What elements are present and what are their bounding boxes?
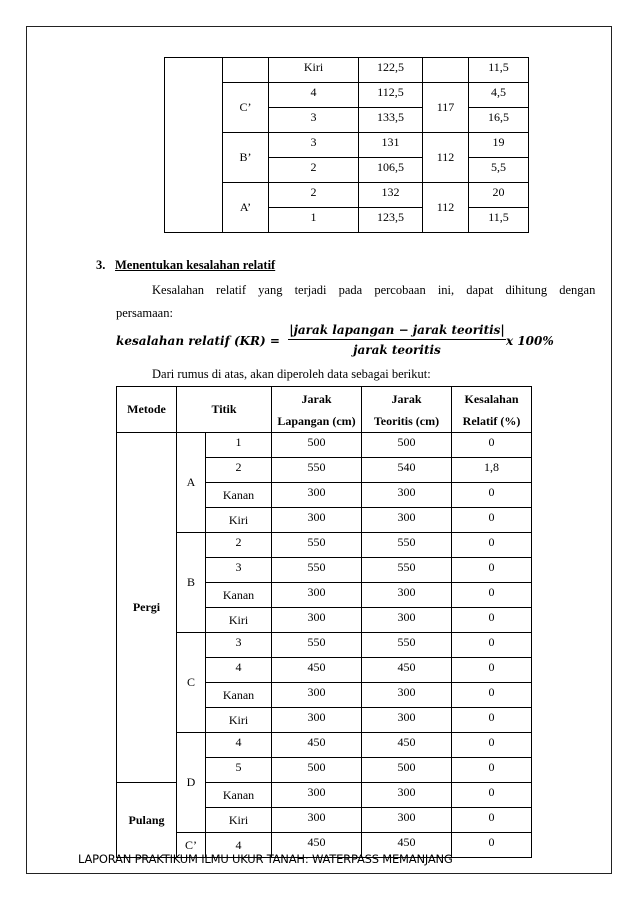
table-cell: 550 <box>362 633 452 658</box>
table-cell: 0 <box>452 608 532 633</box>
table-cell: Kiri <box>206 508 272 533</box>
table-cell: 11,5 <box>469 58 529 83</box>
table-cell: 112,5 <box>359 83 423 108</box>
table-cell: 4,5 <box>469 83 529 108</box>
header-line: Jarak <box>391 391 422 406</box>
paragraph: Dari rumus di atas, akan diperoleh data sebagai berikut: <box>152 367 431 381</box>
method-cell-pulang: Pulang <box>117 783 177 858</box>
table-cell: 300 <box>362 783 452 808</box>
group-cell: B’ <box>223 133 269 183</box>
table-cell: 0 <box>452 808 532 833</box>
table-cell: 3 <box>206 633 272 658</box>
table-cell: 300 <box>272 783 362 808</box>
section-title: Menentukan kesalahan relatif <box>115 258 276 272</box>
table-cell: 2 <box>269 158 359 183</box>
table-cell: 300 <box>272 483 362 508</box>
table-cell: 2 <box>206 533 272 558</box>
table-cell: 1 <box>269 208 359 233</box>
header-metode: Metode <box>117 387 177 433</box>
paragraph-continuation: persamaan: <box>116 306 173 320</box>
table-cell: 1,8 <box>452 458 532 483</box>
section-heading <box>96 258 275 273</box>
relative-error-formula <box>116 323 566 359</box>
table-cell: 4 <box>206 733 272 758</box>
table-cell: 0 <box>452 683 532 708</box>
empty-method-cell <box>165 58 223 233</box>
table-cell: 300 <box>272 608 362 633</box>
table-cell: 3 <box>269 108 359 133</box>
table-cell: Kanan <box>206 583 272 608</box>
group-cell-D-spacer <box>177 733 206 833</box>
formula-lhs: kesalahan relatif (KR) = <box>116 334 280 348</box>
table-cell: 106,5 <box>359 158 423 183</box>
table-cell: 500 <box>362 758 452 783</box>
table-cell: Kanan <box>206 783 272 808</box>
formula-denominator: jarak teoritis <box>353 343 441 357</box>
table-cell: 450 <box>272 658 362 683</box>
relative-error-table <box>116 386 532 858</box>
group-label-d: D <box>186 775 196 789</box>
table-cell: 2 <box>269 183 359 208</box>
group-label-c: C <box>186 675 195 689</box>
table-cell: 4 <box>206 658 272 683</box>
table-cell: 16,5 <box>469 108 529 133</box>
group-label-b: B <box>186 575 195 589</box>
group-cell: C’ <box>223 83 269 133</box>
table-cell: 0 <box>452 433 532 458</box>
table-cell: 0 <box>452 633 532 658</box>
table-cell: 0 <box>452 533 532 558</box>
table-row <box>117 633 532 658</box>
table-cell: 500 <box>272 758 362 783</box>
table-cell: 300 <box>362 483 452 508</box>
table-cell: 450 <box>272 733 362 758</box>
table-cell: 0 <box>452 833 532 858</box>
method-cell-pergi: Pergi <box>117 433 177 783</box>
table-cell: 0 <box>452 708 532 733</box>
table-cell: 0 <box>452 758 532 783</box>
header-kesalahan-relatif <box>452 387 532 433</box>
formula-numerator: |jarak lapangan − jarak teoritis| <box>288 323 506 340</box>
table-cell: 450 <box>362 658 452 683</box>
table-cell: 11,5 <box>469 208 529 233</box>
table-cell: 1 <box>206 433 272 458</box>
header-jarak-lapangan <box>272 387 362 433</box>
table-cell: 450 <box>272 833 362 858</box>
table-cell: Kiri <box>206 808 272 833</box>
table-cell: 117 <box>423 83 469 133</box>
table-cell: 500 <box>272 433 362 458</box>
table-header-row <box>117 387 532 433</box>
table-cell: 122,5 <box>359 58 423 83</box>
table-cell: 300 <box>272 683 362 708</box>
header-jarak-teoritis <box>362 387 452 433</box>
table-row <box>117 433 532 458</box>
header-titik: Titik <box>177 387 272 433</box>
table-cell: 300 <box>362 808 452 833</box>
formula-fraction <box>288 323 506 357</box>
table-cell: 540 <box>362 458 452 483</box>
table-cell: 300 <box>362 508 452 533</box>
page-footer: LAPORAN PRAKTIKUM ILMU UKUR TANAH: WATERPASS MEMANJANG <box>78 852 453 866</box>
table-cell: Kiri <box>269 58 359 83</box>
table-cell: 550 <box>272 533 362 558</box>
table-cell: 20 <box>469 183 529 208</box>
table-cell: 0 <box>452 558 532 583</box>
table-cell: 5 <box>206 758 272 783</box>
table-cell: 550 <box>362 558 452 583</box>
table-cell: Kanan <box>206 683 272 708</box>
table-cell: 5,5 <box>469 158 529 183</box>
table-cell: 19 <box>469 133 529 158</box>
group-cell-A-spacer <box>177 433 206 533</box>
group-cell-C-spacer <box>177 633 206 733</box>
section-number: 3. <box>96 258 106 272</box>
table-cell: 300 <box>362 708 452 733</box>
header-line: Lapangan (cm) <box>277 413 356 428</box>
table-cell: 0 <box>452 583 532 608</box>
table-cell: 0 <box>452 508 532 533</box>
table-cell: 300 <box>272 508 362 533</box>
header-line: Teoritis (cm) <box>373 413 440 428</box>
group-cell-B-spacer <box>177 533 206 633</box>
table-cell: 300 <box>272 808 362 833</box>
table-cell: 300 <box>362 583 452 608</box>
table-cell: 4 <box>206 833 272 858</box>
group-cell: A’ <box>223 183 269 233</box>
table-cell: 0 <box>452 733 532 758</box>
table-cell: 450 <box>362 833 452 858</box>
table-row <box>117 533 532 558</box>
table-cell: 0 <box>452 783 532 808</box>
table-cell: Kiri <box>206 708 272 733</box>
table-cell: 2 <box>206 458 272 483</box>
table-cell: 131 <box>359 133 423 158</box>
data-table-continued <box>164 57 529 233</box>
group-label-a: A <box>186 475 196 489</box>
table-row <box>165 58 529 83</box>
header-line: Relatif (%) <box>462 413 521 428</box>
table-cell: 4 <box>269 83 359 108</box>
table-cell: Kanan <box>206 483 272 508</box>
table-cell: 0 <box>452 658 532 683</box>
table-cell: 550 <box>272 458 362 483</box>
table-cell: 450 <box>362 733 452 758</box>
table-cell: 300 <box>362 683 452 708</box>
table-cell: Kiri <box>206 608 272 633</box>
table-cell: 550 <box>272 558 362 583</box>
table-cell: 500 <box>362 433 452 458</box>
table-cell: 112 <box>423 133 469 183</box>
header-line: Kesalahan <box>464 391 519 406</box>
table-cell: 3 <box>269 133 359 158</box>
table-cell: 132 <box>359 183 423 208</box>
table-cell: 300 <box>272 708 362 733</box>
table-row <box>117 733 532 758</box>
paragraph: Kesalahan relatif yang terjadi pada percobaan ini, dapat dihitung dengan <box>152 283 596 297</box>
table-cell <box>423 58 469 83</box>
formula-rhs: x 100% <box>506 334 554 348</box>
empty-titik-cell <box>223 58 269 83</box>
group-cell: C’ <box>177 833 206 858</box>
table-cell: 300 <box>272 583 362 608</box>
table-cell: 123,5 <box>359 208 423 233</box>
table-cell: 133,5 <box>359 108 423 133</box>
table-cell: 550 <box>362 533 452 558</box>
table-cell: 0 <box>452 483 532 508</box>
header-line: Jarak <box>301 391 332 406</box>
table-cell: 300 <box>362 608 452 633</box>
table-cell: 550 <box>272 633 362 658</box>
table-cell: 3 <box>206 558 272 583</box>
table-cell: 112 <box>423 183 469 233</box>
